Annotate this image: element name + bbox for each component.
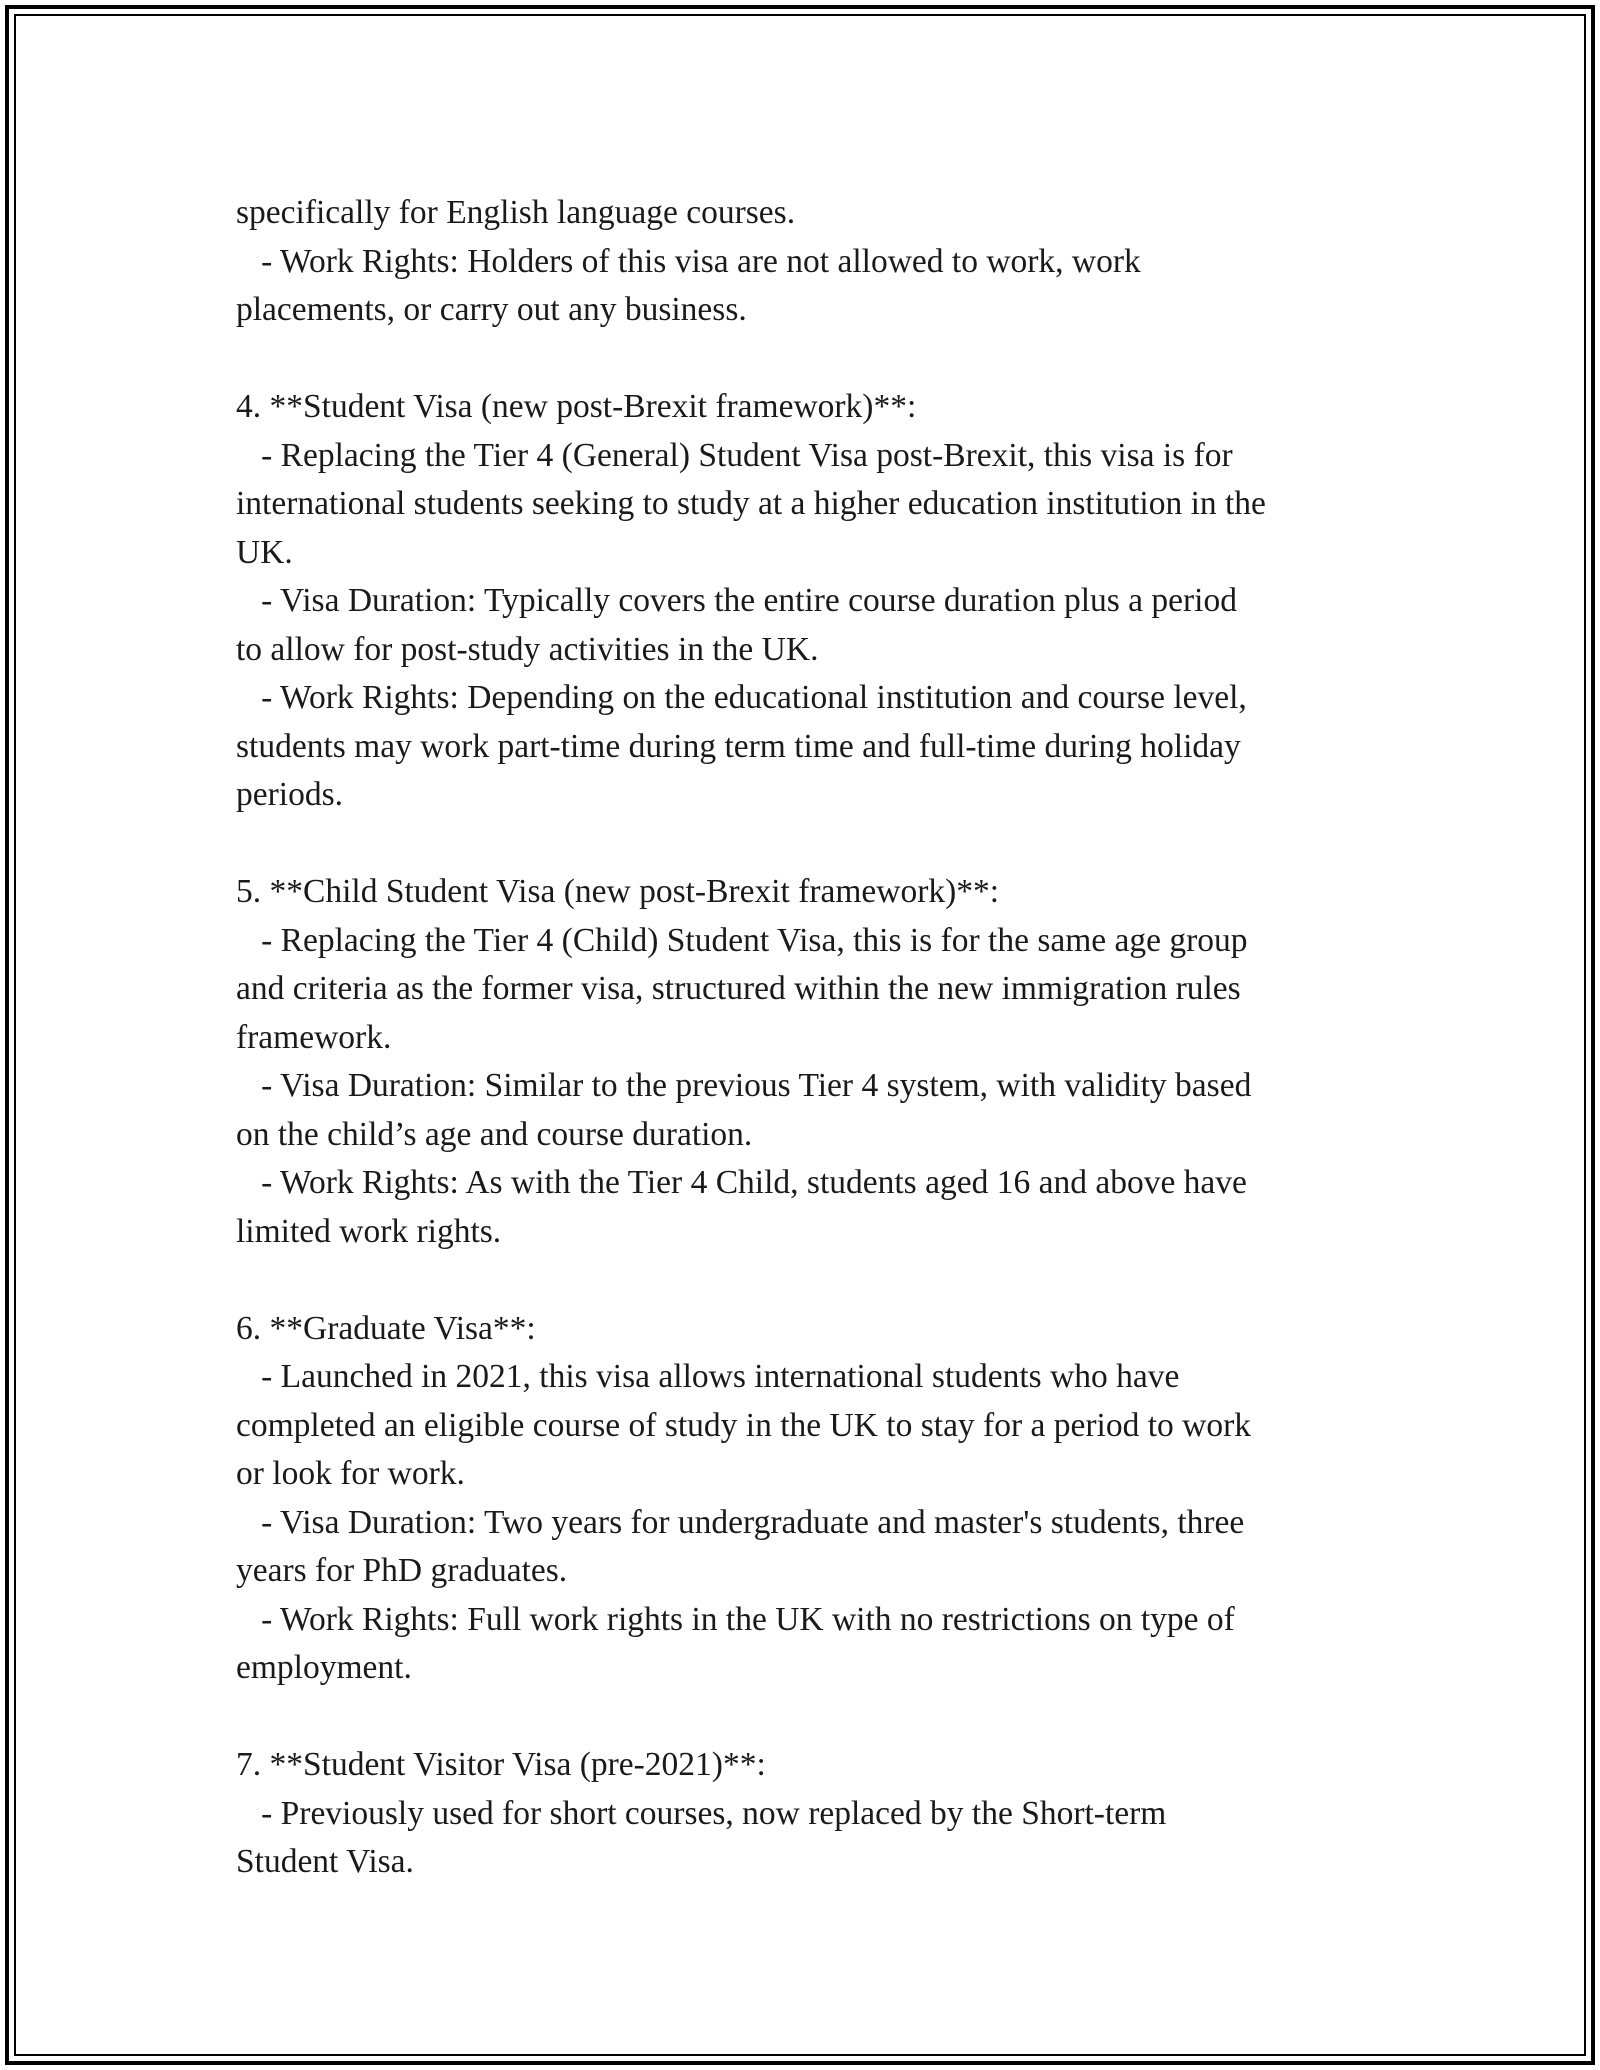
text-line: employment. bbox=[236, 1649, 412, 1686]
text-line: placements, or carry out any business. bbox=[236, 291, 747, 328]
blank-line bbox=[236, 335, 1376, 384]
text-line: - Visa Duration: Similar to the previous Tier 4 system, with validity based bbox=[236, 1067, 1252, 1104]
text-line: specifically for English language courses. bbox=[236, 194, 796, 231]
blank-line bbox=[236, 1256, 1376, 1305]
text-line: - Launched in 2021, this visa allows international students who have bbox=[236, 1358, 1180, 1395]
text-line: limited work rights. bbox=[236, 1212, 502, 1250]
text-line: years for PhD graduates. bbox=[236, 1552, 568, 1589]
text-line: - Replacing the Tier 4 (Child) Student Visa, this is for the same age group bbox=[236, 921, 1248, 959]
text-line: UK. bbox=[236, 533, 293, 571]
text-line: international students seeking to study at a higher education institution in the bbox=[236, 485, 1266, 522]
text-line: Student Visa. bbox=[236, 1843, 414, 1880]
text-line: - Replacing the Tier 4 (General) Student Visa post-Brexit, this visa is for bbox=[236, 436, 1233, 474]
section-heading: 7. **Student Visitor Visa (pre-2021)**: bbox=[236, 1746, 766, 1783]
section-heading: 5. **Child Student Visa (new post-Brexit framework)**: bbox=[236, 873, 1000, 910]
text-line: - Work Rights: As with the Tier 4 Child, students aged 16 and above have bbox=[236, 1164, 1247, 1201]
text-line: students may work part-time during term time and full-time during holiday bbox=[236, 727, 1241, 765]
document-body bbox=[236, 189, 1376, 1887]
section-heading: 4. **Student Visa (new post-Brexit framework)**: bbox=[236, 388, 917, 425]
blank-line bbox=[236, 820, 1376, 869]
text-line: completed an eligible course of study in the UK to stay for a period to work bbox=[236, 1406, 1251, 1444]
text-line: or look for work. bbox=[236, 1455, 465, 1492]
text-line: - Work Rights: Depending on the educational institution and course level, bbox=[236, 679, 1247, 716]
text-line: to allow for post-study activities in the UK. bbox=[236, 630, 819, 668]
blank-line bbox=[236, 1693, 1376, 1742]
section-heading: 6. **Graduate Visa**: bbox=[236, 1309, 536, 1347]
text-line: - Work Rights: Holders of this visa are not allowed to work, work bbox=[236, 242, 1141, 280]
text-line: periods. bbox=[236, 776, 343, 813]
text-line: - Work Rights: Full work rights in the UK with no restrictions on type of bbox=[236, 1600, 1235, 1638]
text-line: - Visa Duration: Two years for undergraduate and master's students, three bbox=[236, 1503, 1245, 1541]
text-line: - Visa Duration: Typically covers the entire course duration plus a period bbox=[236, 582, 1237, 619]
text-line: - Previously used for short courses, now replaced by the Short-term bbox=[236, 1794, 1167, 1832]
text-line: framework. bbox=[236, 1018, 392, 1056]
text-line: and criteria as the former visa, structured within the new immigration rules bbox=[236, 970, 1241, 1007]
text-line: on the child’s age and course duration. bbox=[236, 1115, 753, 1153]
